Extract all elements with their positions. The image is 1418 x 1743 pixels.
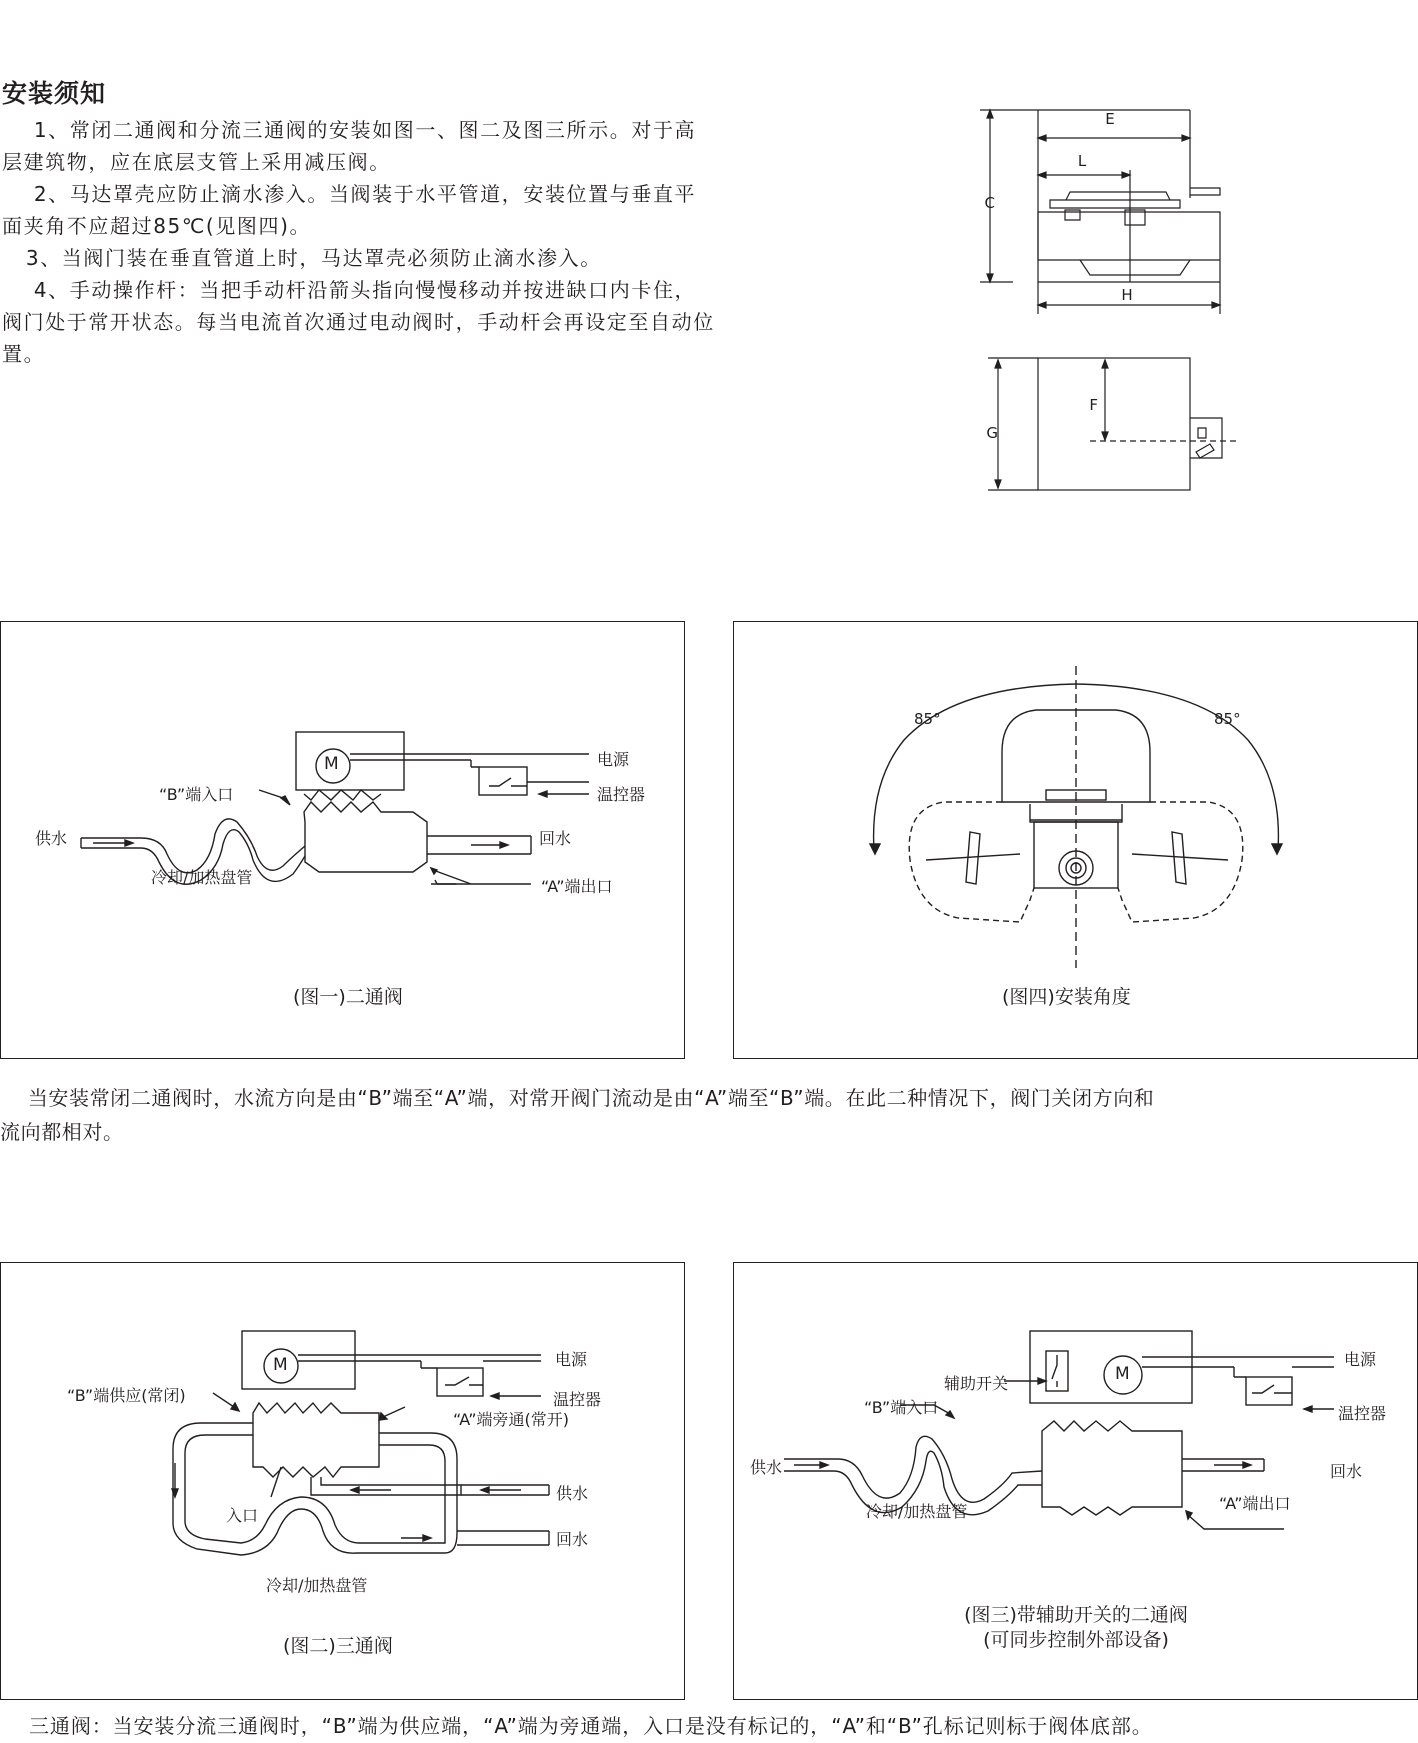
fig3-caption [916,1603,1236,1653]
instruction-1-line-2: 层建筑物，应在底层支管上采用减压阀。 [2,150,391,174]
fig1-b-inlet-label: “B”端入口 [159,785,234,804]
fig1-thermostat-box [479,767,527,795]
fig2-motor-box [242,1331,355,1389]
fig3-supply-label: 供水 [750,1458,783,1477]
three-way-note-line: 三通阀：当安装分流三通阀时，“B”端为供应端，“A”端为旁通端，入口是没有标记的，“A”和“B”孔标记则标于阀体底部。 [0,1714,1153,1738]
fig2-valve-body [253,1403,379,1477]
fig2-thermostat-label: 温控器 [553,1390,602,1409]
fig4-angle-left-label: 85° [914,710,941,728]
fig1-coil-label: 冷却/加热盘管 [151,868,253,887]
dimension-side-view [988,358,1240,490]
dim-g-label: G [986,424,998,442]
fig3-coil-label: 冷却/加热盘管 [866,1502,968,1521]
instruction-2-line-2: 面夹角不应超过85℃(见图四)。 [2,214,312,238]
fig3-return-label: 回水 [1330,1462,1363,1481]
instruction-4-line-1: 4、手动操作杆：当把手动杆沿箭头指向慢慢移动并按进缺口内卡住， [2,278,697,302]
fig1-thermostat-label: 温控器 [597,785,646,804]
fig3-motor-letter: M [1115,1364,1130,1384]
fig1-power-label: 电源 [597,750,630,769]
page-heading: 安装须知 [2,79,107,108]
instruction-2-line-1: 2、马达罩壳应防止滴水渗入。当阀装于水平管道，安装位置与垂直平 [2,182,697,206]
fig2-power-label: 电源 [555,1350,588,1369]
figure-4-panel [733,621,1418,1059]
dim-h-label: H [1121,286,1133,304]
fig2-caption: (图二)三通阀 [283,1635,393,1657]
dim-c-label: C [984,194,995,212]
dimension-drawing [970,100,1260,500]
three-way-note [0,1709,1418,1743]
fig2-b-supply-label: “B”端供应(常闭) [67,1386,186,1405]
fig2-supply-label: 供水 [556,1484,589,1503]
fig1-return-label: 回水 [539,829,572,848]
fig3-a-outlet-label: “A”端出口 [1219,1494,1291,1513]
instruction-1-line-1: 1、常闭二通阀和分流三通阀的安装如图一、图二及图三所示。对于高 [2,118,697,142]
fig3-thermostat-label: 温控器 [1338,1404,1387,1423]
fig1-valve-body [304,802,427,872]
two-way-note-line-2: 流向都相对。 [0,1120,124,1144]
figure-3-panel [733,1262,1418,1700]
fig3-b-inlet-label: “B”端入口 [864,1398,939,1417]
fig2-coil-label: 冷却/加热盘管 [266,1576,368,1595]
fig3-aux-switch-label: 辅助开关 [944,1374,1009,1393]
fig2-inlet-label: 入口 [226,1506,259,1525]
fig3-valve-body [1042,1421,1182,1515]
instruction-4-line-2: 阀门处于常开状态。每当电流首次通过电动阀时，手动杆会再设定至自动位 [2,310,715,334]
fig1-supply-label: 供水 [35,829,68,848]
dimension-top-view [980,110,1220,314]
fig2-a-bypass-label: “A”端旁通(常开) [453,1410,569,1429]
instruction-3-line-1: 3、当阀门装在垂直管道上时，马达罩壳必须防止滴水渗入。 [2,246,602,270]
fig3-thermostat-box [1246,1377,1292,1405]
fig2-return-label: 回水 [556,1530,589,1549]
fig4-angle-right-label: 85° [1214,710,1241,728]
fig3-power-label: 电源 [1344,1350,1377,1369]
fig1-motor-letter: M [324,754,339,774]
fig4-caption: (图四)安装角度 [1002,986,1131,1008]
fig1-a-outlet-label: “A”端出口 [541,877,613,896]
figure-2-panel [0,1262,685,1700]
instruction-list [2,114,792,370]
fig1-motor-box [296,732,404,790]
fig2-motor-letter: M [273,1355,288,1375]
fig3-caption-line-1: (图三)带辅助开关的二通阀 [964,1604,1188,1626]
dim-l-label: L [1077,152,1087,170]
fig3-caption-line-2: (可同步控制外部设备) [983,1629,1169,1651]
instruction-4-line-3: 置。 [2,342,46,366]
figure-1-panel [0,621,685,1059]
dim-e-label: E [1105,110,1115,128]
two-way-note-line-1: 当安装常闭二通阀时，水流方向是由“B”端至“A”端，对常开阀门流动是由“A”端至“B”端。在此二种情况下，阀门关闭方向和 [0,1086,1155,1110]
fig1-caption: (图一)二通阀 [293,986,403,1008]
two-way-note [0,1081,1418,1149]
dim-f-label: F [1089,396,1098,414]
